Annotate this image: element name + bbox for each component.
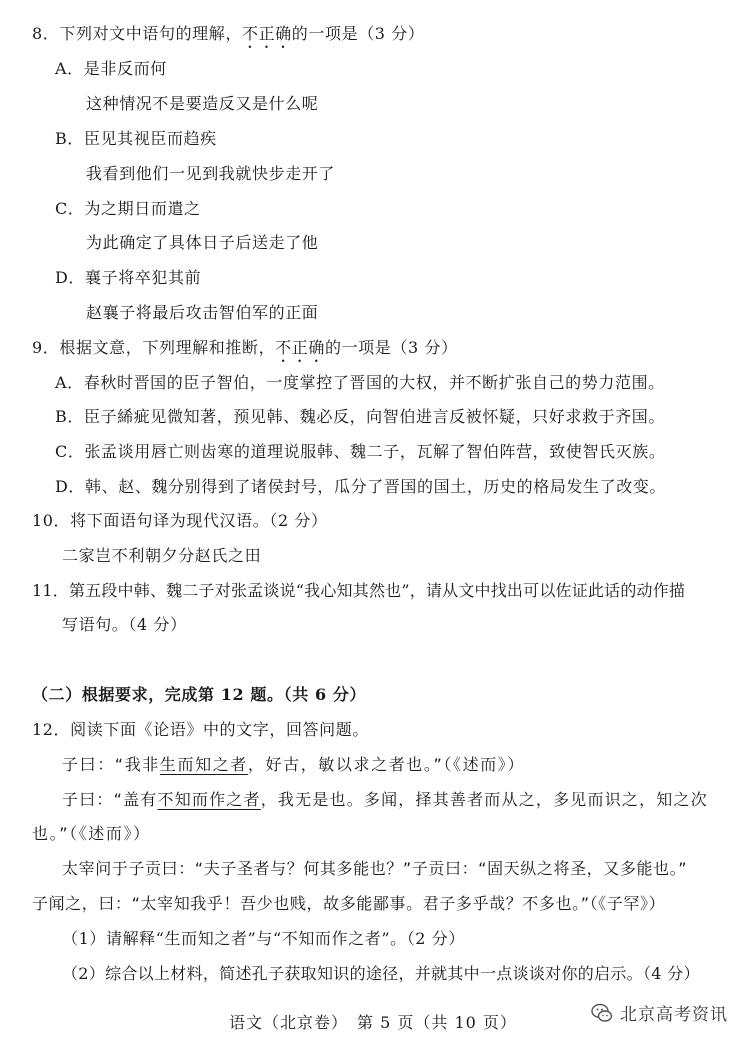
q8-option-d-translation: 赵襄子将最后攻击智伯军的正面 (86, 303, 319, 322)
q10-stem: 10．将下面语句译为现代汉语。（2 分） (32, 511, 328, 530)
option-letter: B． (55, 129, 84, 148)
passage-text: ，我无是也。多闻，择其善者而从之，多见而识之，知之次 (260, 790, 708, 809)
q12-passage-2 (62, 789, 708, 811)
option-letter: D． (55, 477, 86, 496)
passage-text: 子曰：“我非 (62, 755, 160, 774)
q8-option-a-translation: 这种情况不是要造反又是什么呢 (86, 94, 319, 113)
q8-stem (32, 23, 424, 52)
wechat-icon (590, 1001, 614, 1025)
q12-subquestion-2: （2）综合以上材料，简述孔子获取知识的途径，并就其中一点谈谈对你的启示。（4 分） (62, 964, 700, 983)
q9-stem-post: 的一项是（3 分） (325, 338, 458, 357)
q9-option-a (55, 372, 665, 394)
underlined-phrase: 不知而作之者 (157, 790, 261, 809)
option-letter: C． (55, 442, 85, 461)
q9-option-c (55, 441, 665, 463)
passage-text: ，好古，敏以求之者也。”（《述而》） (247, 755, 525, 774)
q12-passage-3-line1: 太宰问于子贡曰：“夫子圣者与？何其多能也？”子贡曰：“固天纵之将圣，又多能也。” (62, 859, 688, 878)
q12-subquestion-1: （1）请解释“生而知之者”与“不知而作之者”。（2 分） (62, 929, 465, 948)
page-footer: 语文（北京卷） 第 5 页（共 10 页） (229, 1013, 517, 1032)
q9-stem (32, 337, 458, 366)
q12-passage-2-cont: 也。”（《述而》） (32, 824, 151, 843)
passage-text: 子曰：“盖有 (62, 790, 158, 809)
option-text: 韩、赵、魏分别得到了诸侯封号，瓜分了晋国的国土，历史的格局发生了改变。 (85, 477, 667, 496)
underlined-phrase: 生而知之者 (159, 755, 248, 774)
q9-stem-pre: 9．根据文意，下列理解和推断， (32, 338, 276, 357)
option-text: 为之期日而遣之 (84, 199, 201, 218)
q9-option-d (55, 476, 666, 498)
q12-stem: 12．阅读下面《论语》中的文字，回答问题。 (32, 720, 369, 739)
option-letter: D． (55, 268, 86, 287)
q12-passage-3-line2: 子闻之，曰：“太宰知我乎！吾少也贱，故多能鄙事。君子多乎哉？不多也。”（《子罕》） (32, 894, 666, 913)
option-text: 襄子将卒犯其前 (85, 268, 202, 287)
option-text: 是非反而何 (83, 59, 167, 78)
q9-stem-dot: 不正确 (275, 338, 325, 357)
q11-stem-line1: 11．第五段中韩、魏二子对张孟谈说“我心知其然也”，请从文中找出可以佐证此话的动作描 (32, 581, 686, 600)
q12-passage-1 (62, 754, 525, 776)
q8-option-b-translation: 我看到他们一见到我就快步走开了 (86, 164, 336, 183)
watermark-text: 北京高考资讯 (620, 1005, 728, 1025)
option-text: 臣子絺疵见微知著，预见韩、魏必反，向智伯进言反被怀疑，只好求救于齐国。 (83, 407, 665, 426)
section-title: （二）根据要求，完成第 12 题。（共 6 分） (32, 685, 367, 704)
q9-option-b (55, 406, 665, 428)
q8-option-c-translation: 为此确定了具体日子后送走了他 (86, 233, 319, 252)
q8-stem-pre: 8．下列对文中语句的理解， (32, 24, 242, 43)
option-text: 张孟谈用唇亡则齿寒的道理说服韩、魏二子，瓦解了智伯阵营，致使智氏灭族。 (84, 442, 666, 461)
option-letter: A． (55, 59, 84, 78)
q10-sentence: 二家岂不利朝夕分赵氏之田 (62, 546, 262, 565)
q8-option-d (55, 267, 201, 289)
option-letter: C． (55, 199, 85, 218)
q8-option-a (55, 58, 167, 80)
q8-option-c (55, 198, 201, 220)
watermark (590, 1000, 728, 1025)
option-text: 臣见其视臣而趋疾 (83, 129, 217, 148)
option-text: 春秋时晋国的臣子智伯，一度掌控了晋国的大权，并不断扩张自己的势力范围。 (83, 373, 665, 392)
option-letter: A． (55, 373, 84, 392)
q11-stem-line2: 写语句。（4 分） (62, 615, 187, 634)
q8-stem-post: 的一项是（3 分） (291, 24, 425, 43)
option-letter: B． (55, 407, 84, 426)
q8-option-b (55, 128, 217, 150)
q8-stem-dot: 不正确 (241, 24, 292, 43)
